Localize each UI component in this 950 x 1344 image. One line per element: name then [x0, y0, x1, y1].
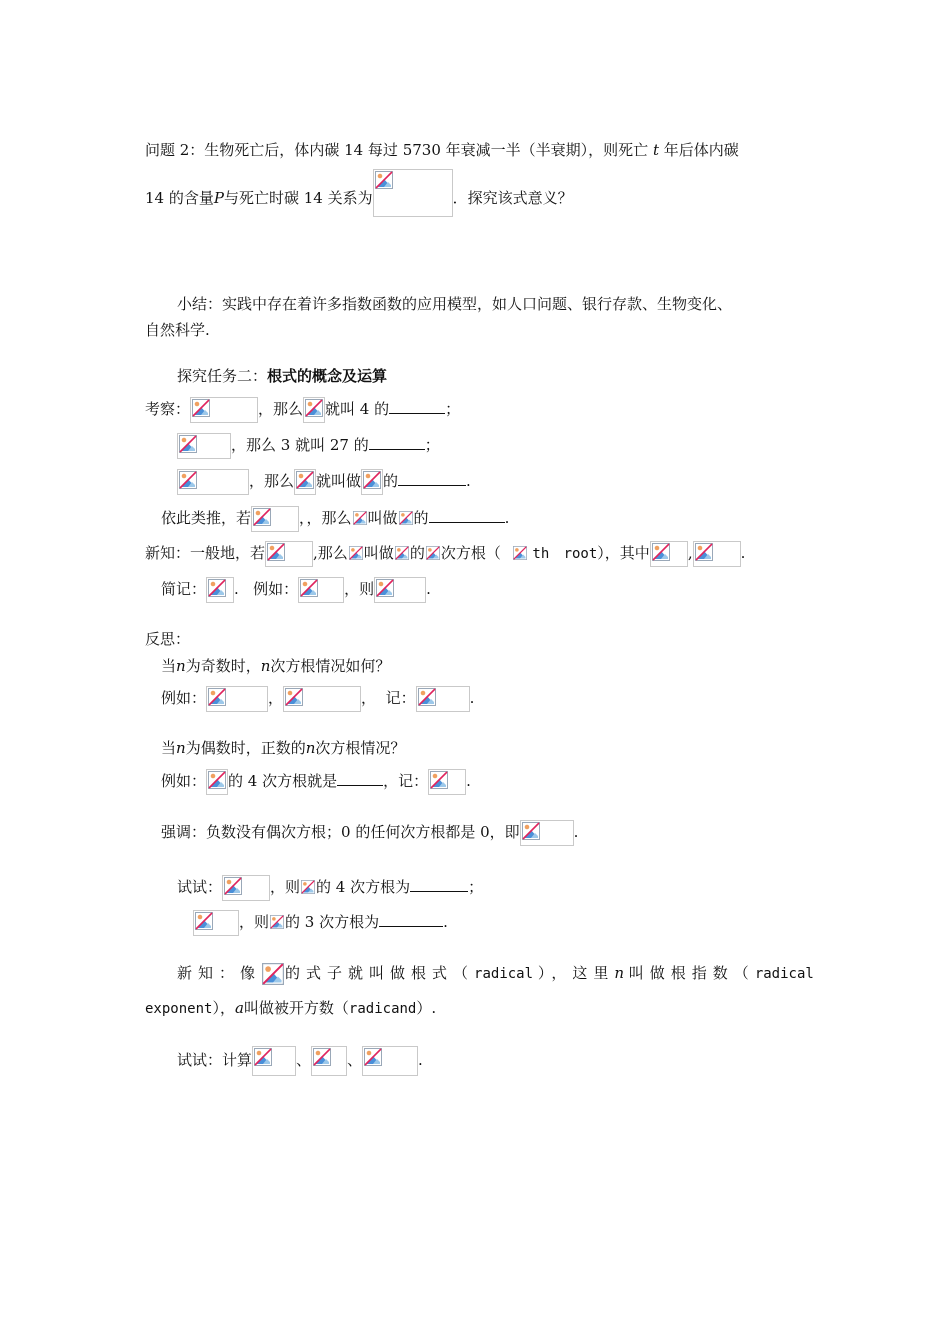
formula-image-icon [352, 506, 368, 532]
text: 探究任务二： [177, 367, 268, 385]
text: ； [468, 878, 484, 896]
try2-line [177, 1046, 423, 1076]
blank [389, 396, 445, 414]
formula-image-icon [416, 686, 470, 712]
text: ），其中 [597, 544, 650, 562]
text: 考察： [145, 400, 191, 418]
var-t: t [652, 141, 659, 159]
text: 叫做根指数（ [628, 964, 755, 982]
text: 问题 2：生物死亡后，体内碳 14 每过 5730 年衰减一半（半衰期），则死亡 [145, 141, 649, 159]
text: ）. [416, 999, 437, 1017]
task2-heading [177, 364, 387, 388]
text: ，，那么 [299, 509, 352, 527]
formula-image-icon [269, 910, 285, 936]
text: 的 [409, 544, 425, 562]
formula-image-icon [348, 541, 364, 567]
text: 试试：计算 [177, 1051, 253, 1069]
text: ），这里 [537, 964, 615, 982]
text: 就叫 4 的 [325, 400, 390, 418]
formula-image-icon [206, 577, 234, 603]
var-n: n [176, 657, 186, 675]
reflect-title [145, 627, 190, 651]
formula-image-icon [261, 961, 285, 987]
text: 新知：一般地，若 [145, 544, 266, 562]
reflect-odd [161, 654, 390, 678]
text: 为偶数时，正数的 [185, 739, 306, 757]
text: 年后体内碳 [663, 141, 739, 159]
text: . [573, 823, 579, 841]
text: . [504, 509, 510, 527]
text: . [466, 772, 471, 790]
blank [398, 468, 466, 486]
try1-line2 [193, 909, 448, 936]
text: 、 [296, 1051, 312, 1069]
text: . [740, 544, 746, 562]
formula-image-icon [222, 875, 270, 901]
notation-line [161, 577, 431, 603]
text: ，那么 [258, 400, 304, 418]
formula-image-icon [177, 469, 249, 495]
text: 记： [385, 689, 416, 707]
text: ，那么 3 就叫 27 的 [231, 436, 369, 454]
text: 的式子就叫做根式（ [285, 964, 475, 982]
blank [369, 432, 425, 450]
text: radical [754, 966, 814, 982]
text: 新知：像 [177, 964, 262, 982]
text: ； [445, 400, 461, 418]
reflect-even [161, 736, 405, 760]
text: 叫做 [367, 509, 398, 527]
text: . [426, 580, 431, 598]
var-n: n [614, 964, 625, 982]
text: 次方根（ [440, 544, 501, 562]
inspect-line2 [177, 432, 440, 459]
text: 小结：实践中存在着许多指数函数的应用模型，如人口问题、银行存款、生物变化、 [177, 295, 733, 313]
text: radicand [348, 1001, 417, 1017]
formula-image-icon [425, 541, 441, 567]
blank [429, 505, 505, 523]
text: ，则 [270, 878, 301, 896]
formula-image-icon [512, 541, 528, 567]
var-p: P [213, 189, 224, 207]
reflect-example1 [161, 686, 474, 712]
text: ； [424, 436, 440, 454]
formula-image-icon [428, 769, 466, 795]
formula-image-icon [190, 397, 258, 423]
blank [410, 874, 468, 892]
formula-image-icon [177, 433, 231, 459]
text: radical [474, 966, 534, 982]
text: 为奇数时， [185, 657, 261, 675]
problem2-line1 [145, 138, 739, 162]
formula-image-icon [361, 469, 383, 495]
text: 试试： [177, 878, 223, 896]
text: 就叫做 [316, 472, 362, 490]
text: ．探究该式意义？ [452, 189, 573, 207]
text: 的 [413, 509, 429, 527]
radical-line1 [177, 961, 814, 987]
text: . [418, 1051, 423, 1069]
inspect-line3 [177, 468, 471, 495]
formula-image-icon [693, 541, 741, 567]
formula-image-icon [650, 541, 688, 567]
var-n: n [176, 739, 186, 757]
text: ，则 [344, 580, 375, 598]
formula-image-icon [206, 769, 228, 795]
try1-line1 [177, 874, 483, 901]
text: 的 3 次方根为 [285, 913, 380, 931]
text: . [443, 913, 448, 931]
radical-line2 [145, 996, 436, 1021]
text: 的 [383, 472, 399, 490]
section-title: 根式的概念及运算 [267, 367, 388, 385]
formula-image-icon [294, 469, 316, 495]
text: ，则 [239, 913, 270, 931]
formula-image-icon [298, 577, 344, 603]
text: ， [268, 689, 284, 707]
formula-image-icon [398, 506, 414, 532]
text: 简记： [161, 580, 207, 598]
formula-image-icon [311, 1046, 347, 1076]
text: 叫做 [363, 544, 394, 562]
problem2-line2 [145, 181, 573, 217]
text: ， [361, 689, 377, 707]
text: ）， [212, 999, 235, 1017]
var-a: a [234, 999, 244, 1017]
text: 14 的含量 [145, 189, 214, 207]
text: 与死亡时碳 14 关系为 [223, 189, 373, 207]
var-n: n [260, 657, 271, 675]
formula-image-icon [373, 169, 453, 217]
formula-image-icon [303, 397, 325, 423]
formula-image-icon [394, 541, 410, 567]
text: 、 [347, 1051, 363, 1069]
text: ,那么 [313, 544, 348, 562]
formula-image-icon [362, 1046, 418, 1076]
formula-image-icon [520, 820, 574, 846]
text: 当 [161, 657, 177, 675]
formula-image-icon [265, 541, 313, 567]
blank [337, 768, 383, 786]
formula-image-icon [206, 686, 268, 712]
text: ，那么 [249, 472, 295, 490]
text: root [563, 546, 598, 562]
text: 的 4 次方根为 [316, 878, 411, 896]
text: 自然科学. [145, 321, 210, 339]
reflect-example2 [161, 768, 471, 795]
summary-line2 [145, 318, 210, 342]
text: 次方根情况？ [315, 739, 406, 757]
summary-line1 [177, 292, 732, 316]
emphasis-line [161, 820, 578, 846]
formula-image-icon [374, 577, 426, 603]
formula-image-icon [193, 910, 239, 936]
text: . [466, 472, 471, 490]
text: 依此类推，若 [161, 509, 252, 527]
text: 例如： [253, 580, 299, 598]
formula-image-icon [300, 875, 316, 901]
text: exponent [145, 1001, 213, 1017]
var-n: n [305, 739, 316, 757]
text: 反思： [145, 630, 191, 648]
text: 例如： [161, 689, 207, 707]
text: ，记： [383, 772, 429, 790]
text: 次方根情况如何？ [270, 657, 391, 675]
text: 的 4 次方根就是 [228, 772, 338, 790]
formula-image-icon [283, 686, 361, 712]
text: 例如： [161, 772, 207, 790]
text: 当 [161, 739, 177, 757]
inspect-line1 [145, 396, 460, 423]
text: 叫做被开方数（ [243, 999, 349, 1017]
formula-image-icon [252, 1046, 296, 1076]
blank [379, 909, 443, 927]
text: , [687, 544, 693, 562]
formula-image-icon [251, 506, 299, 532]
text: . [469, 689, 475, 707]
newknow-line [145, 541, 745, 567]
text: 强调：负数没有偶次方根；0 的任何次方根都是 0，即 [161, 823, 520, 841]
analogy-line [161, 505, 509, 532]
text: . [234, 580, 239, 598]
text: th [532, 546, 550, 562]
